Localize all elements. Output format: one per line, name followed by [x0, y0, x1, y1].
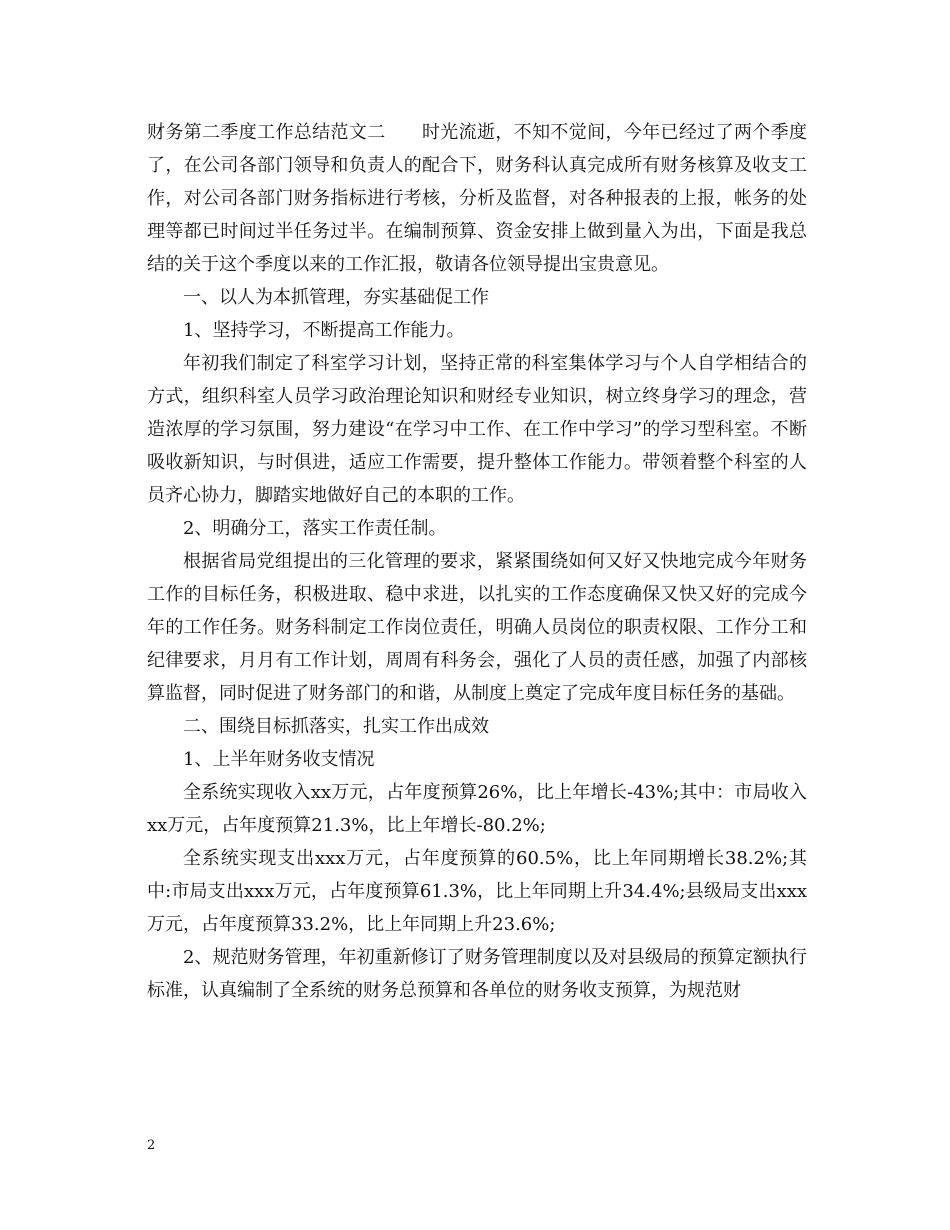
document-body — [147, 116, 807, 1007]
body-paragraph: 全系统实现支出xxx万元，占年度预算的60.5%，比上年同期增长38.2%;其中:市局支出xxx万元，占年度预算61.3%，比上年同期上升34.4%;县级局支出xxx万元，占年度预算33.2%，比上年同期上升23.6%; — [147, 848, 807, 935]
page-number: 2 — [147, 1138, 156, 1153]
body-paragraph: 全系统实现收入xx万元，占年度预算26%，比上年增长-43%;其中：市局收入xx万元，占年度预算21.3%，比上年增长-80.2%; — [147, 782, 807, 836]
subheading-1-1: 1、坚持学习，不断提高工作能力。 — [183, 320, 465, 341]
opening-paragraph — [147, 116, 807, 281]
body-paragraph: 2、规范财务管理，年初重新修订了财务管理制度以及对县级局的预算定额执行标准，认真编制了全系统的财务总预算和各单位的财务收支预算，为规范财 — [147, 947, 807, 1001]
section-heading-2: 二、围绕目标抓落实，扎实工作出成效 — [183, 716, 489, 737]
body-paragraph: 根据省局党组提出的三化管理的要求，紧紧围绕如何又好又快地完成今年财务工作的目标任务，积极进取、稳中求进，以扎实的工作态度确保又快又好的完成今年的工作任务。财务科制定工作岗位责任，明确人员岗位的职责权限、工作分工和纪律要求，月月有工作计划，周周有科务会，强化了人员的责任感，加强了内部核算监督，同时促进了财务部门的和谐，从制度上奠定了完成年度目标任务的基础。 — [147, 551, 807, 704]
intro-text: 时光流逝，不知不觉间，今年已经过了两个季度了，在公司各部门领导和负责人的配合下，财务科认真完成所有财务核算及收支工作，对公司各部门财务指标进行考核，分析及监督，对各种报表的上报，帐务的处理等都已时间过半任务过半。在编制预算、资金安排上做到量入为出，下面是我总结的关于这个季度以来的工作汇报，敬请各位领导提出宝贵意见。 — [147, 122, 808, 275]
body-paragraph: 年初我们制定了科室学习计划，坚持正常的科室集体学习与个人自学相结合的方式，组织科室人员学习政治理论知识和财经专业知识，树立终身学习的理念，营造浓厚的学习氛围，努力建设“在学习中工作、在工作中学习”的学习型科室。不断吸收新知识，与时俱进，适应工作需要，提升整体工作能力。带领着整个科室的人员齐心协力，脚踏实地做好自己的本职的工作。 — [147, 353, 807, 506]
document-title: 财务第二季度工作总结范文二 — [147, 122, 386, 143]
subheading-2-1: 1、上半年财务收支情况 — [183, 749, 375, 770]
section-heading-1: 一、以人为本抓管理，夯实基础促工作 — [183, 287, 489, 308]
subheading-1-2: 2、明确分工，落实工作责任制。 — [183, 518, 447, 539]
